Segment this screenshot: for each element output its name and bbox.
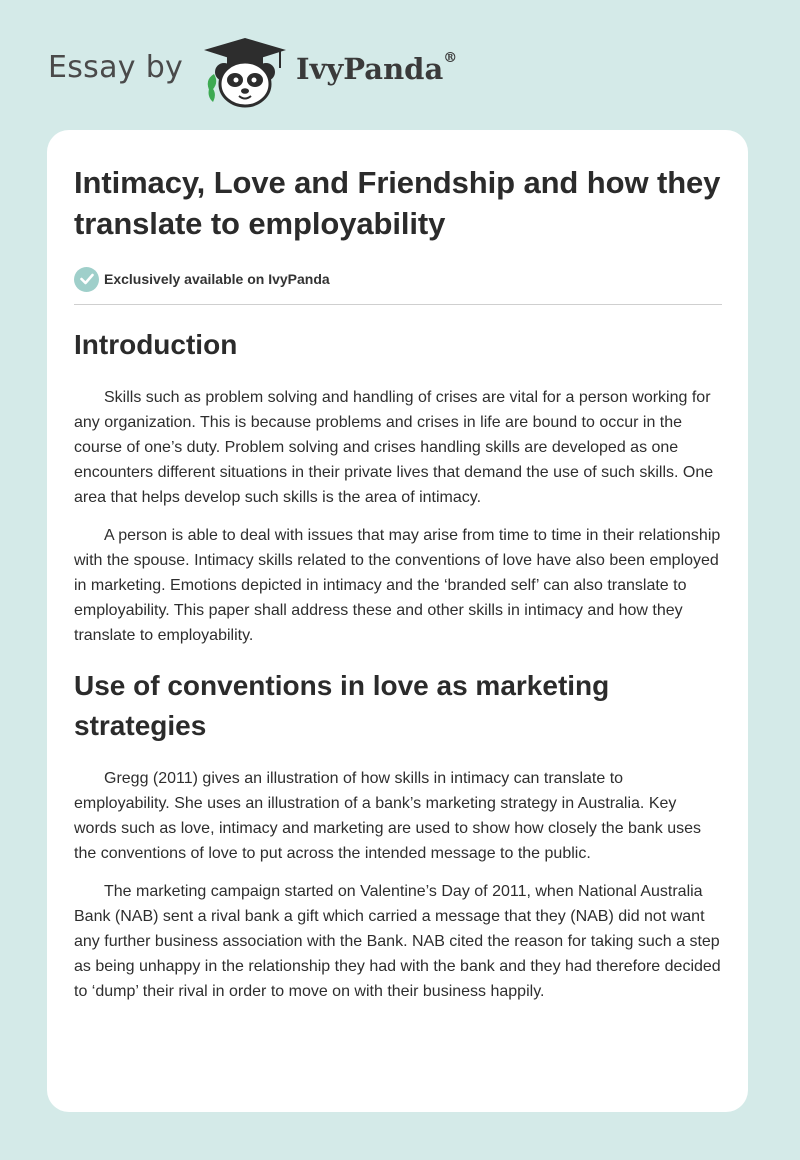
essay-title: Intimacy, Love and Friendship and how they translate to employability xyxy=(74,165,721,241)
panda-logo-icon[interactable] xyxy=(202,36,288,110)
section-heading-conventions: Use of conventions in love as marketing strategies xyxy=(74,670,610,741)
essay-content xyxy=(74,162,722,1004)
essay-card xyxy=(47,130,748,1112)
essay-by-label: Essay by xyxy=(48,50,184,85)
paragraph: The marketing campaign started on Valentine’s Day of 2011, when National Australia Bank (NAB) sent a rival bank a gift which carried a message that they (NAB) did not want any further business association with the Bank. NAB cited the reason for taking such a step as being unhappy in the relationship they had with the bank and they had therefore decided to ‘dump’ their rival in order to move on with their business happily. xyxy=(74,883,721,1000)
section-heading-introduction: Introduction xyxy=(74,329,238,360)
brand-name[interactable] xyxy=(296,52,457,86)
paragraph: Gregg (2011) gives an illustration of how skills in intimacy can translate to employability. She uses an illustration of a bank’s marketing strategy in Australia. Key words such as love, intimacy and marketing are used to show how closely the bank uses the conventions of love to put across the intended message to the public. xyxy=(74,770,701,862)
exclusive-badge xyxy=(74,266,722,292)
title-divider xyxy=(74,304,722,305)
brand-text: IvyPanda xyxy=(296,52,444,86)
exclusive-label: Exclusively available on IvyPanda xyxy=(104,271,330,287)
registered-mark: ® xyxy=(443,50,458,66)
paragraph: A person is able to deal with issues that may arise from time to time in their relationship with the spouse. Intimacy skills related to the conventions of love have also been employed in marketing. Emotions depicted in intimacy and the ‘branded self’ can also translate to employability. This paper shall address these and other skills in intimacy and how they translate to employability. xyxy=(74,527,721,644)
site-header xyxy=(48,34,548,114)
check-circle-icon xyxy=(74,267,99,292)
paragraph: Skills such as problem solving and handling of crises are vital for a person working for any organization. This is because problems and crises in life are bound to occur in the course of one’s duty. Problem solving and crises handling skills are developed as one encounters different situations in their private lives that demand the use of such skills. One area that helps develop such skills is the area of intimacy. xyxy=(74,389,714,506)
